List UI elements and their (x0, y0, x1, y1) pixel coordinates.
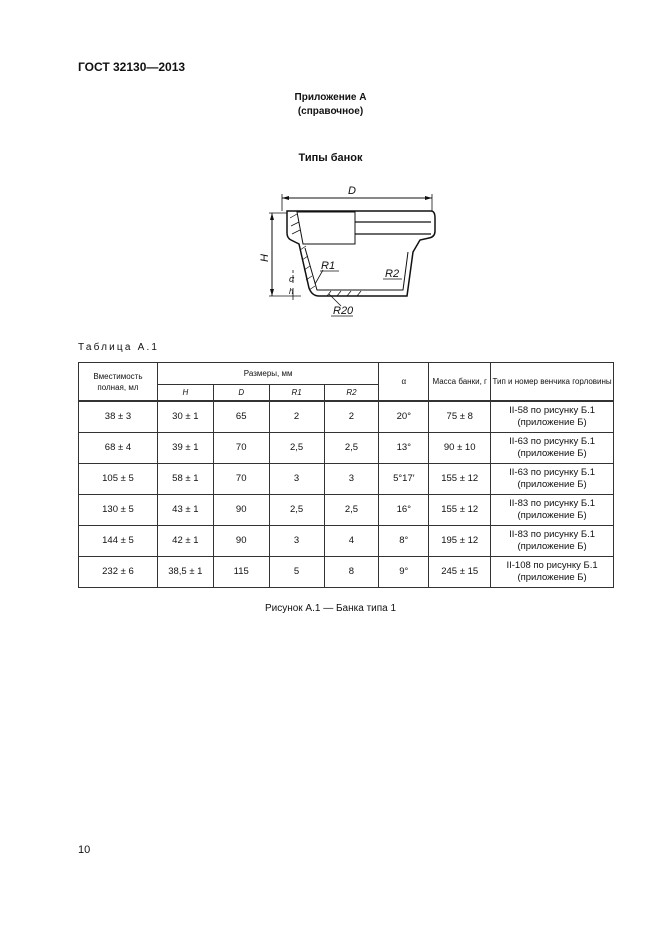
radius-r20-label: R20 (333, 305, 354, 317)
radius-r2-label: R2 (385, 268, 400, 280)
header-mass: Масса банки, г (429, 363, 491, 402)
cell-r2: 8 (324, 557, 379, 588)
jar-types-table (78, 362, 614, 588)
cell-alpha: 13° (379, 433, 429, 464)
cell-capacity: 105 ± 5 (79, 464, 158, 495)
cell-capacity: 130 ± 5 (79, 495, 158, 526)
cell-r1: 3 (269, 464, 324, 495)
dimension-d-label: D (348, 185, 356, 197)
angle-alpha-label: α (289, 274, 295, 284)
cell-capacity: 68 ± 4 (79, 433, 158, 464)
cell-r1: 3 (269, 526, 324, 557)
cell-r1: 2,5 (269, 433, 324, 464)
cell-h: 58 ± 1 (157, 464, 213, 495)
cell-r2: 4 (324, 526, 379, 557)
cell-alpha: 20° (379, 401, 429, 433)
cell-r2: 2,5 (324, 495, 379, 526)
cell-r2: 2,5 (324, 433, 379, 464)
appendix-title: Приложение А (294, 92, 367, 103)
cell-d: 65 (213, 401, 269, 433)
cell-d: 90 (213, 495, 269, 526)
page-number: 10 (78, 844, 91, 856)
header-finish: Тип и номер венчика горловины (491, 363, 614, 402)
cell-mass: 155 ± 12 (429, 495, 491, 526)
appendix-heading (0, 91, 661, 119)
cell-finish: II-83 по рисунку Б.1 (приложение Б) (491, 495, 614, 526)
cell-mass: 75 ± 8 (429, 401, 491, 433)
cell-finish: II-108 по рисунку Б.1 (приложение Б) (491, 557, 614, 588)
cell-r1: 2 (269, 401, 324, 433)
cell-alpha: 9° (379, 557, 429, 588)
section-title: Типы банок (298, 152, 363, 164)
cell-alpha: 16° (379, 495, 429, 526)
cell-d: 70 (213, 433, 269, 464)
dimension-h-label: H (259, 254, 271, 262)
cell-d: 90 (213, 526, 269, 557)
cell-finish: II-58 по рисунку Б.1 (приложение Б) (491, 401, 614, 433)
header-r1: R1 (269, 385, 324, 402)
cell-d: 70 (213, 464, 269, 495)
cell-r2: 3 (324, 464, 379, 495)
cell-mass: 245 ± 15 (429, 557, 491, 588)
cell-alpha: 5°17′ (379, 464, 429, 495)
cell-h: 38,5 ± 1 (157, 557, 213, 588)
cell-capacity: 232 ± 6 (79, 557, 158, 588)
document-code: ГОСТ 32130—2013 (78, 60, 186, 74)
cell-alpha: 8° (379, 526, 429, 557)
table-row (79, 557, 614, 588)
table-label: Таблица А.1 (78, 342, 160, 353)
radius-r1-label: R1 (321, 260, 336, 272)
header-capacity: Вместимость полная, мл (79, 363, 158, 402)
cell-r1: 2,5 (269, 495, 324, 526)
header-alpha: α (379, 363, 429, 402)
appendix-note: (справочное) (297, 106, 364, 117)
cell-mass: 90 ± 10 (429, 433, 491, 464)
cell-mass: 195 ± 12 (429, 526, 491, 557)
cell-h: 43 ± 1 (157, 495, 213, 526)
header-d: D (213, 385, 269, 402)
table-row (79, 464, 614, 495)
figure-caption: Рисунок А.1 — Банка типа 1 (264, 603, 397, 614)
cell-d: 115 (213, 557, 269, 588)
cell-h: 39 ± 1 (157, 433, 213, 464)
cell-capacity: 38 ± 3 (79, 401, 158, 433)
cell-finish: II-83 по рисунку Б.1 (приложение Б) (491, 526, 614, 557)
header-h: H (157, 385, 213, 402)
cell-r2: 2 (324, 401, 379, 433)
table-row (79, 433, 614, 464)
cell-capacity: 144 ± 5 (79, 526, 158, 557)
table-row (79, 526, 614, 557)
cell-finish: II-63 по рисунку Б.1 (приложение Б) (491, 464, 614, 495)
header-dimensions: Размеры, мм (157, 363, 378, 385)
table-row (79, 401, 614, 433)
header-r2: R2 (324, 385, 379, 402)
cell-h: 42 ± 1 (157, 526, 213, 557)
cell-h: 30 ± 1 (157, 401, 213, 433)
cell-mass: 155 ± 12 (429, 464, 491, 495)
cell-finish: II-63 по рисунку Б.1 (приложение Б) (491, 433, 614, 464)
jar-drawing (245, 178, 455, 328)
table-row (79, 495, 614, 526)
cell-r1: 5 (269, 557, 324, 588)
dimension-h-small-label: h (289, 287, 294, 296)
